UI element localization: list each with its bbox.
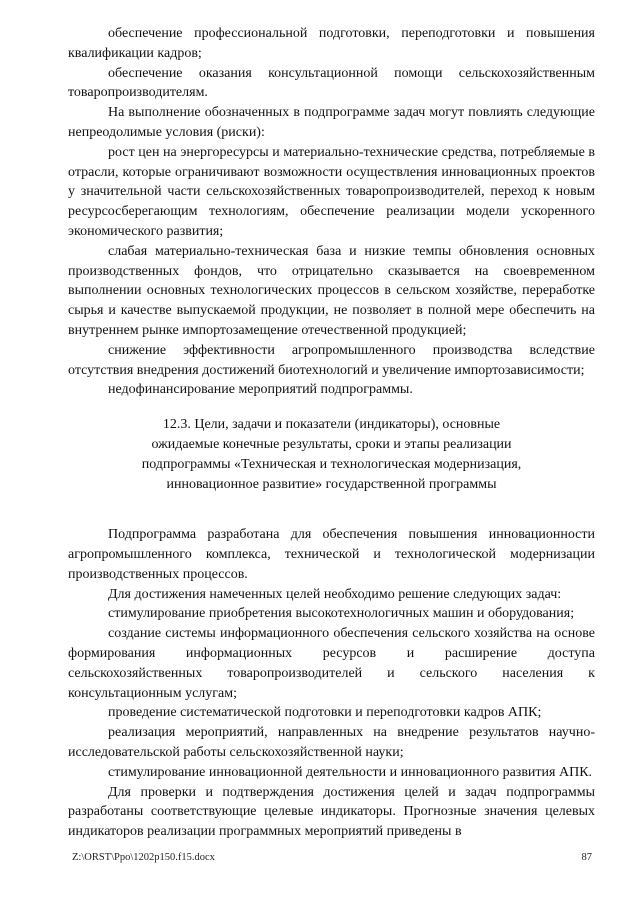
paragraph: рост цен на энергоресурсы и материально-технические средства, потребляемые в отрасли, которые ограничивают возможности осуществления инновационных проектов у значительной части сельскохозяйственных товаропроизводителей, переход к новым ресурсосберегающим технологиям, обеспечение реализации модели ускоренного экономического развития; (68, 144, 595, 239)
paragraph: реализация мероприятий, направленных на внедрение результатов научно-исследовательской работы сельскохозяйственной науки; (68, 725, 595, 760)
paragraph: создание системы информационного обеспечения сельского хозяйства на основе формирования информационных ресурсов и расширение доступа сельскохозяйственных товаропроизводителей и сельского населения к консультационным услугам; (68, 626, 595, 701)
paragraph: снижение эффективности агропромышленного производства вследствие отсутствия внедрения достижений биотехнологий и увеличение импортозависимости; (68, 342, 595, 378)
heading-line: 12.3. Цели, задачи и показатели (индикаторы), основные (162, 417, 501, 433)
paragraph: стимулирование инновационной деятельности и инновационного развития АПК. (108, 764, 593, 780)
paragraph: слабая материально-техническая база и низкие темпы обновления основных производственных фондов, что отрицательно сказывается на своевременном выполнении основных технологических процессов в сельском хозяйстве, переработке сырья и качестве выпускаемой продукции, не позволяет в полной мере обеспечить на внутреннем рынке импортозамещение отечественной продукцией; (68, 243, 595, 338)
page-footer (72, 852, 592, 863)
heading-line: подпрограммы «Техническая и технологическая модернизация, (141, 457, 522, 473)
section-heading (68, 415, 595, 495)
paragraph: стимулирование приобретения высокотехнологичных машин и оборудования; (108, 606, 575, 622)
heading-line: инновационное развитие» государственной программы (166, 477, 497, 493)
paragraph: обеспечение профессиональной подготовки, переподготовки и повышения квалификации кадров; (68, 26, 595, 61)
page-number: 87 (581, 852, 592, 863)
paragraph: На выполнение обозначенных в подпрограмме задач могут повлиять следующие непреодолимые условия (риски): (68, 105, 595, 140)
paragraph: Подпрограмма разработана для обеспечения повышения инновационности агропромышленного комплекса, технической и технологической модернизации производственных процессов. (68, 527, 595, 582)
document-body (68, 24, 595, 842)
footer-file-path: Z:\ORST\Ppo\1202p150.f15.docx (72, 852, 215, 863)
paragraph: обеспечение оказания консультационной помощи сельскохозяйственным товаропроизводителям. (68, 65, 595, 101)
heading-line: ожидаемые конечные результаты, сроки и этапы реализации (151, 437, 512, 453)
paragraph: проведение систематической подготовки и переподготовки кадров АПК; (108, 705, 542, 721)
paragraph: Для проверки и подтверждения достижения целей и задач подпрограммы разработаны соответствующие целевые индикаторы. Прогнозные значения целевых индикаторов реализации программных мероприятий приведены в (68, 784, 595, 840)
paragraph: недофинансирование мероприятий подпрограммы. (108, 382, 413, 398)
paragraph: Для достижения намеченных целей необходимо решение следующих задач: (108, 586, 562, 602)
